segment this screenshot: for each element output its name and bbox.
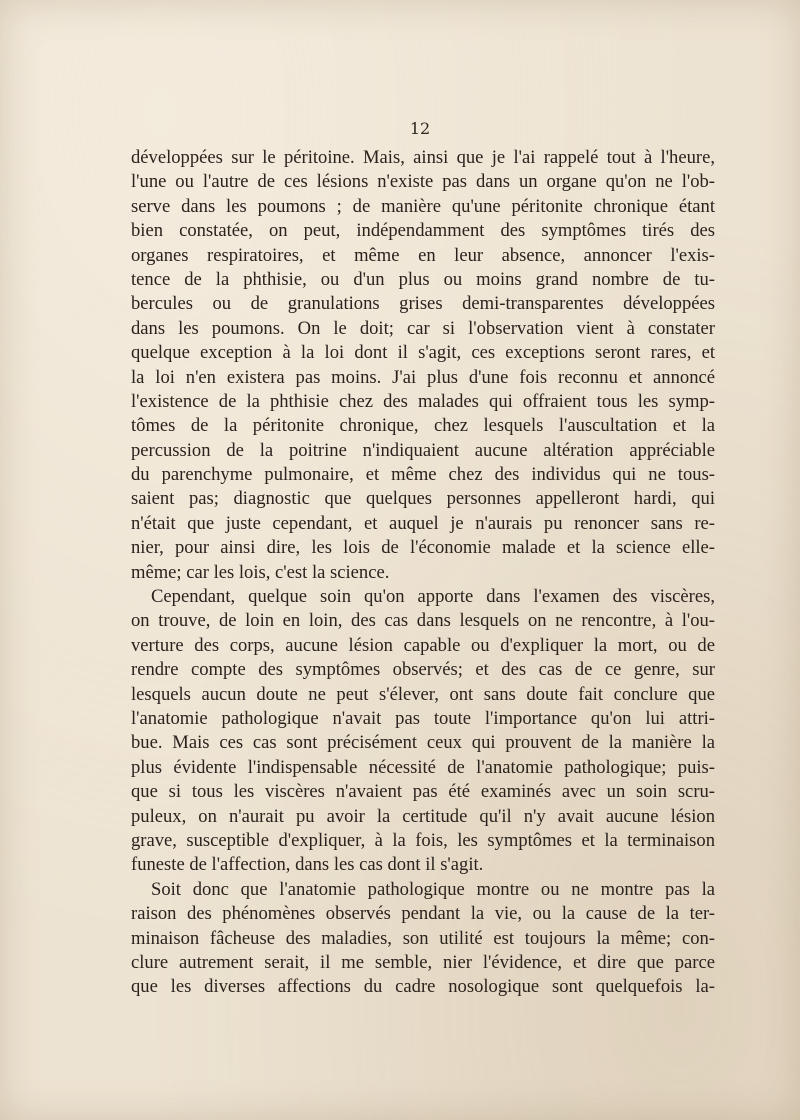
text-line: quelque exception à la loi dont il s'agit, ces exceptions seront rares, et: [131, 342, 715, 364]
page-number: 12: [409, 119, 431, 138]
text-line: percussion de la poitrine n'indiquaient aucune altération appréciable: [131, 439, 715, 461]
text-line: développées sur le péritoine. Mais, ainsi que je l'ai rappelé tout à l'heure,: [131, 147, 715, 168]
text-line: plus évidente l'indispensable nécessité de l'anatomie pathologique; puis-: [131, 756, 715, 778]
text-line: n'était que juste cependant, et auquel je n'aurais pu renoncer sans re-: [131, 512, 715, 534]
text-line: saient pas; diagnostic que quelques personnes appelleront hardi, qui: [131, 488, 715, 510]
text-line: funeste de l'affection, dans les cas dont il s'agit.: [131, 854, 484, 876]
text-line: bien constatée, on peut, indépendamment des symptômes tirés des: [131, 220, 715, 242]
text-line: que si tous les viscères n'avaient pas été examinés avec un soin scru-: [131, 781, 715, 803]
text-line: l'existence de la phthisie chez des malades qui offraient tous les symp-: [131, 390, 715, 412]
text-line: grave, susceptible d'expliquer, à la fois, les symptômes et la terminaison: [131, 829, 715, 851]
text-line: rendre compte des symptômes observés; et des cas de ce genre, sur: [131, 659, 715, 681]
text-line: puleux, on n'aurait pu avoir la certitude qu'il n'y avait aucune lésion: [131, 805, 715, 827]
text-line: on trouve, de loin en loin, des cas dans lesquels on ne rencontre, à l'ou-: [131, 610, 715, 632]
text-line: nier, pour ainsi dire, les lois de l'économie malade et la science elle-: [131, 537, 715, 559]
text-line: Soit donc que l'anatomie pathologique montre ou ne montre pas la: [151, 878, 715, 900]
text-line: Cependant, quelque soin qu'on apporte dans l'examen des viscères,: [151, 586, 715, 608]
text-line: que les diverses affections du cadre nosologique sont quelquefois la-: [131, 976, 715, 998]
body-text: [131, 146, 715, 1000]
text-line: clure autrement serait, il me semble, nier l'évidence, et dire que parce: [131, 951, 715, 973]
text-line: l'une ou l'autre de ces lésions n'existe pas dans un organe qu'on ne l'ob-: [131, 171, 715, 193]
text-line: la loi n'en existera pas moins. J'ai plus d'une fois reconnu et annoncé: [131, 366, 715, 388]
text-line: minaison fâcheuse des maladies, son utilité est toujours la même; con-: [131, 927, 715, 949]
text-line: verture des corps, aucune lésion capable ou d'expliquer la mort, ou de: [131, 634, 715, 656]
text-line: tômes de la péritonite chronique, chez lesquels l'auscultation et la: [131, 415, 715, 437]
text-line: du parenchyme pulmonaire, et même chez des individus qui ne tous-: [131, 464, 715, 486]
text-line: organes respiratoires, et même en leur absence, annoncer l'exis-: [131, 244, 715, 266]
text-line: bercules ou de granulations grises demi-transparentes développées: [131, 293, 715, 315]
text-line: dans les poumons. On le doit; car si l'observation vient à constater: [131, 317, 715, 339]
text-line: raison des phénomènes observés pendant la vie, ou la cause de la ter-: [131, 903, 715, 925]
text-line: serve dans les poumons ; de manière qu'une péritonite chronique étant: [131, 195, 715, 217]
text-line: bue. Mais ces cas sont précisément ceux qui prouvent de la manière la: [131, 732, 715, 754]
text-line: même; car les lois, c'est la science.: [131, 561, 390, 583]
text-line: tence de la phthisie, ou d'un plus ou moins grand nombre de tu-: [131, 268, 715, 290]
text-line: l'anatomie pathologique n'avait pas toute l'importance qu'on lui attri-: [131, 707, 715, 729]
text-line: lesquels aucun doute ne peut s'élever, ont sans doute fait conclure que: [131, 683, 715, 705]
